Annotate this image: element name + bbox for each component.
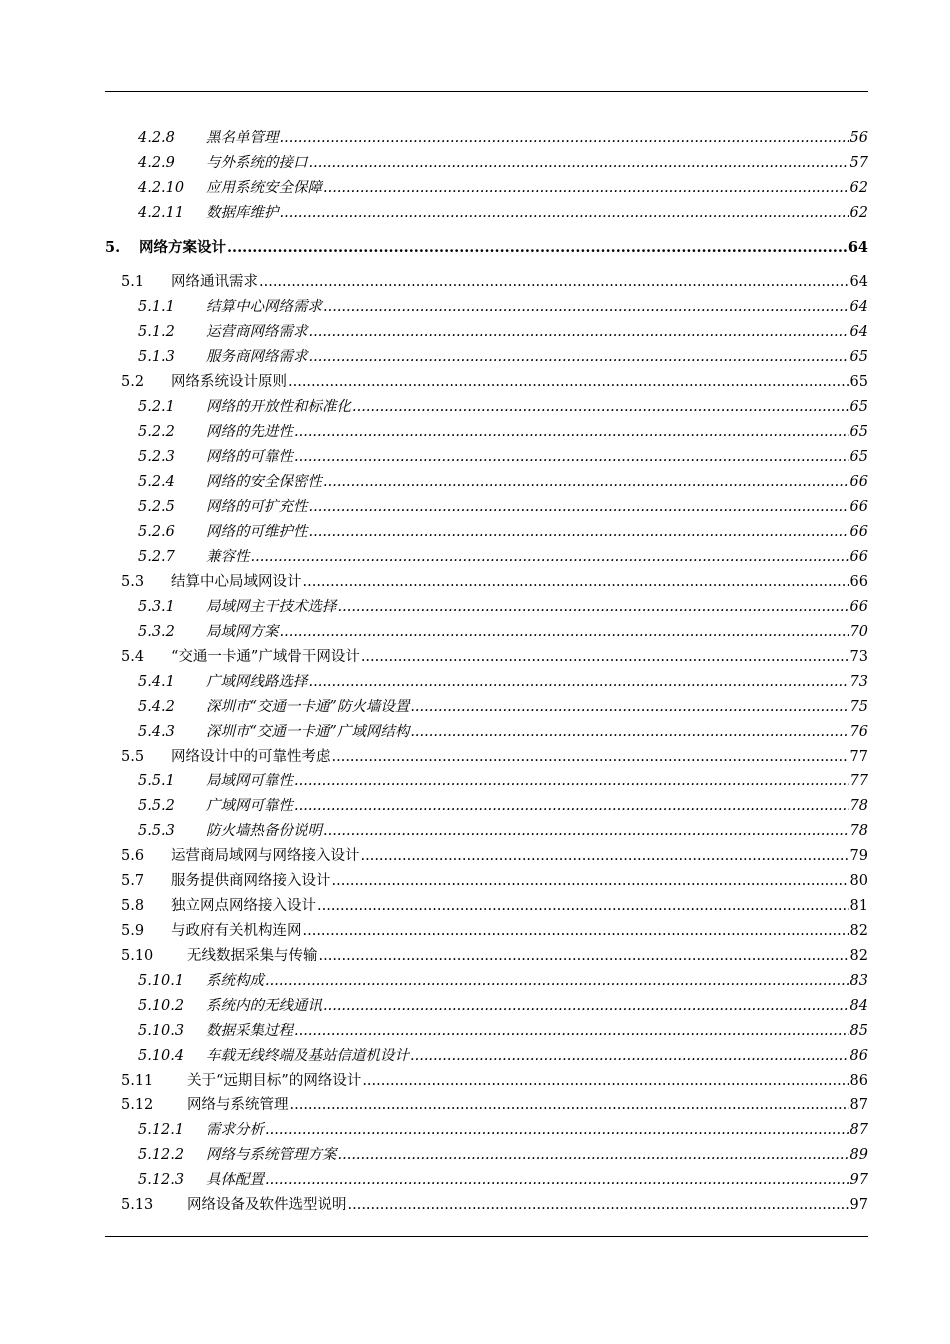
toc-entry-number: 5.10.1: [138, 973, 185, 989]
toc-entry-number: 5.5.3: [138, 823, 175, 839]
dot-leader: [294, 421, 849, 443]
toc-entry-title: 兼容性: [206, 549, 250, 565]
toc-entry-page-number: 66: [849, 549, 868, 565]
toc-entry[interactable]: [105, 471, 868, 493]
toc-entry-page-number: 76: [849, 724, 868, 740]
toc-entry-title: 数据库维护: [206, 205, 279, 221]
toc-entry-title: 深圳市“交通一卡通”广域网结构: [206, 724, 410, 740]
toc-entry-page-number: 81: [849, 898, 868, 914]
toc-entry-page-number: 65: [849, 424, 868, 440]
toc-entry[interactable]: [105, 945, 868, 967]
toc-entry[interactable]: [105, 820, 868, 842]
toc-entry-number: 4.2.8: [138, 130, 175, 146]
toc-entry-title: 关于“远期目标”的网络设计: [187, 1073, 362, 1089]
toc-entry-page-number: 97: [849, 1197, 868, 1213]
toc-entry-title: 广域网可靠性: [206, 798, 293, 814]
toc-entry-number: 5.1: [121, 274, 145, 290]
toc-entry-page-number: 64: [849, 274, 868, 290]
dot-leader: [294, 1020, 849, 1042]
dot-leader: [280, 621, 849, 643]
toc-entry-number: 5.3: [121, 574, 145, 590]
dot-leader: [303, 920, 849, 942]
toc-entry-page-number: 66: [849, 499, 868, 515]
toc-entry-title: 防火墙热备份说明: [206, 823, 322, 839]
toc-entry-number: 4.2.10: [138, 180, 185, 196]
toc-entry-page-number: 97: [849, 1172, 868, 1188]
toc-entry-title: 与外系统的接口: [206, 155, 308, 171]
toc-entry-page-number: 73: [849, 649, 868, 665]
toc-entry-page-number: 73: [849, 674, 868, 690]
toc-entry[interactable]: [105, 845, 868, 867]
toc-entry[interactable]: [105, 870, 868, 892]
toc-entry-title: 网络设备及软件选型说明: [187, 1197, 347, 1213]
toc-entry[interactable]: [105, 671, 868, 693]
toc-entry[interactable]: [105, 696, 868, 718]
toc-entry-number: 5.10.2: [138, 998, 185, 1014]
toc-entry-title: 局域网方案: [206, 624, 279, 640]
toc-entry-number: 4.2.9: [138, 155, 175, 171]
toc-entry-page-number: 62: [849, 180, 868, 196]
toc-entry-number: 5.5.1: [138, 773, 175, 789]
toc-entry[interactable]: [105, 546, 868, 568]
toc-entry-page-number: 66: [849, 574, 868, 590]
toc-entry-title: 网络的可靠性: [206, 449, 293, 465]
dot-leader: [323, 471, 849, 493]
toc-entry[interactable]: [105, 1169, 868, 1191]
toc-entry-number: 5.4: [121, 649, 145, 665]
toc-entry-number: 5.3.1: [138, 599, 175, 615]
toc-entry-title: 具体配置: [206, 1172, 264, 1188]
toc-entry-page-number: 86: [849, 1048, 868, 1064]
toc-entry[interactable]: [105, 202, 868, 224]
dot-leader: [265, 1119, 849, 1141]
dot-leader: [303, 571, 849, 593]
toc-entry-number: 5.4.1: [138, 674, 175, 690]
toc-entry-number: 5.2.6: [138, 524, 175, 540]
toc-entry-page-number: 86: [849, 1073, 868, 1089]
toc-entry-page-number: 87: [849, 1097, 868, 1113]
toc-entry-title: 网络通讯需求: [171, 274, 258, 290]
toc-entry-number: 5.2.1: [138, 399, 175, 415]
dot-leader: [294, 446, 849, 468]
toc-entry-page-number: 66: [849, 599, 868, 615]
toc-entry[interactable]: [105, 1119, 868, 1141]
dot-leader: [323, 995, 849, 1017]
toc-entry-number: 5.2.4: [138, 474, 175, 490]
toc-entry-page-number: 65: [849, 349, 868, 365]
toc-entry-title: 应用系统安全保障: [206, 180, 322, 196]
toc-entry[interactable]: [105, 521, 868, 543]
dot-leader: [352, 396, 849, 418]
toc-entry-page-number: 89: [849, 1147, 868, 1163]
dot-leader: [410, 721, 848, 743]
dot-leader: [309, 321, 849, 343]
dot-leader: [410, 1045, 849, 1067]
toc-entry[interactable]: [105, 1194, 868, 1216]
toc-entry[interactable]: [105, 746, 868, 768]
toc-entry-title: 网络与系统管理: [187, 1097, 289, 1113]
dot-leader: [348, 1194, 849, 1216]
toc-entry[interactable]: [105, 177, 868, 199]
toc-entry-title: 车载无线终端及基站信道机设计: [206, 1048, 409, 1064]
toc-entry-page-number: 65: [849, 449, 868, 465]
toc-entry-number: 5.1.2: [138, 324, 175, 340]
toc-entry-number: 5.2.5: [138, 499, 175, 515]
toc-entry-page-number: 87: [849, 1122, 868, 1138]
toc-entry-title: 结算中心局域网设计: [171, 574, 302, 590]
dot-leader: [309, 152, 849, 174]
toc-entry-page-number: 85: [849, 1023, 868, 1039]
toc-entry[interactable]: [105, 970, 868, 992]
toc-entry-page-number: 64: [849, 299, 868, 315]
toc-entry[interactable]: [105, 1020, 868, 1042]
toc-entry-title: 网络的先进性: [206, 424, 293, 440]
dot-leader: [280, 127, 849, 149]
toc-entry-page-number: 70: [849, 624, 868, 640]
dot-leader: [265, 970, 849, 992]
dot-leader: [362, 1070, 848, 1092]
toc-entry-title: 黑名单管理: [206, 130, 279, 146]
toc-entry-title: 服务提供商网络接入设计: [171, 873, 331, 889]
toc-entry-title: 系统构成: [206, 973, 264, 989]
toc-entry-title: 网络系统设计原则: [171, 374, 287, 390]
toc-entry-title: 网络的开放性和标准化: [206, 399, 351, 415]
toc-entry-number: 5.10.3: [138, 1023, 185, 1039]
dot-leader: [309, 521, 849, 543]
toc-entry[interactable]: [105, 152, 868, 174]
toc-entry-page-number: 66: [849, 474, 868, 490]
toc-entry-page-number: 62: [849, 205, 868, 221]
dot-leader: [317, 895, 849, 917]
toc-entry[interactable]: [105, 1070, 868, 1092]
dot-leader: [361, 646, 849, 668]
toc-entry-number: 5.9: [121, 923, 145, 939]
toc-entry-page-number: 83: [849, 973, 868, 989]
toc-entry-title: 网络方案设计: [139, 239, 226, 256]
dot-leader: [332, 746, 849, 768]
dot-leader: [361, 845, 849, 867]
toc-entry-number: 5.12: [121, 1097, 154, 1113]
toc-entry-number: 5.7: [121, 873, 145, 889]
toc-entry-title: 独立网点网络接入设计: [171, 898, 316, 914]
toc-entry-number: 5.1.3: [138, 349, 175, 365]
dot-leader: [265, 1169, 849, 1191]
toc-entry-page-number: 56: [849, 130, 868, 146]
toc-entry-number: 5.4.2: [138, 699, 175, 715]
toc-entry-page-number: 65: [849, 374, 868, 390]
toc-entry-title: “交通一卡通”广域骨干网设计: [171, 649, 360, 665]
toc-entry-number: 5.4.3: [138, 724, 175, 740]
toc-entry[interactable]: [105, 895, 868, 917]
dot-leader: [290, 1094, 849, 1116]
toc-entry[interactable]: [105, 721, 868, 743]
toc-entry[interactable]: [105, 237, 868, 259]
dot-leader: [309, 346, 849, 368]
header-rule: [105, 91, 868, 92]
toc-entry-title: 网络与系统管理方案: [206, 1147, 337, 1163]
dot-leader: [227, 237, 847, 259]
toc-entry-page-number: 84: [849, 998, 868, 1014]
footer-rule: [105, 1236, 868, 1237]
dot-leader: [294, 795, 849, 817]
toc-entry-number: 5.2.7: [138, 549, 175, 565]
toc-entry-page-number: 77: [849, 773, 868, 789]
toc-entry[interactable]: [105, 371, 868, 393]
toc-entry[interactable]: [105, 271, 868, 293]
toc-entry[interactable]: [105, 421, 868, 443]
toc-entry-title: 网络的安全保密性: [206, 474, 322, 490]
toc-entry[interactable]: [105, 596, 868, 618]
toc-entry-page-number: 57: [849, 155, 868, 171]
toc-entry[interactable]: [105, 396, 868, 418]
toc-entry-title: 运营商网络需求: [206, 324, 308, 340]
dot-leader: [259, 271, 849, 293]
toc-entry-title: 网络设计中的可靠性考虑: [171, 749, 331, 765]
toc-entry[interactable]: [105, 646, 868, 668]
toc-entry[interactable]: [105, 995, 868, 1017]
toc-entry-number: 5.12.2: [138, 1147, 185, 1163]
toc-entry-page-number: 64: [847, 239, 868, 256]
toc-entry-title: 局域网可靠性: [206, 773, 293, 789]
toc-entry-number: 5.12.1: [138, 1122, 185, 1138]
toc-entry-page-number: 66: [849, 524, 868, 540]
toc-entry-title: 系统内的无线通讯: [206, 998, 322, 1014]
toc-entry[interactable]: [105, 346, 868, 368]
toc-entry-number: 5.10: [121, 948, 154, 964]
toc-entry-page-number: 82: [849, 923, 868, 939]
dot-leader: [338, 1144, 849, 1166]
toc-entry-page-number: 77: [849, 749, 868, 765]
dot-leader: [319, 945, 849, 967]
toc-entry-page-number: 79: [849, 848, 868, 864]
dot-leader: [323, 296, 849, 318]
toc-entry-title: 需求分析: [206, 1122, 264, 1138]
dot-leader: [309, 671, 849, 693]
toc-entry-title: 深圳市“交通一卡通”防火墙设置: [206, 699, 410, 715]
dot-leader: [251, 546, 849, 568]
toc-entry[interactable]: [105, 1045, 868, 1067]
toc-entry[interactable]: [105, 296, 868, 318]
toc-entry-title: 无线数据采集与传输: [187, 948, 318, 964]
toc-entry-title: 网络的可扩充性: [206, 499, 308, 515]
toc-entry-number: 5.2.3: [138, 449, 175, 465]
toc-entry-title: 与政府有关机构连网: [171, 923, 302, 939]
toc-entry-title: 广域网线路选择: [206, 674, 308, 690]
dot-leader: [410, 696, 848, 718]
toc-entry-number: 5.: [105, 239, 121, 256]
toc-entry-page-number: 78: [849, 798, 868, 814]
toc-entry[interactable]: [105, 795, 868, 817]
toc-entry[interactable]: [105, 496, 868, 518]
toc-entry-page-number: 65: [849, 399, 868, 415]
toc-entry-number: 5.8: [121, 898, 145, 914]
toc-entry[interactable]: [105, 621, 868, 643]
dot-leader: [323, 177, 849, 199]
toc-entry-number: 5.2: [121, 374, 145, 390]
dot-leader: [280, 202, 849, 224]
toc-entry-title: 局域网主干技术选择: [206, 599, 337, 615]
toc-entry-number: 5.10.4: [138, 1048, 185, 1064]
toc-entry-number: 5.11: [121, 1073, 154, 1089]
toc-entry-number: 5.5.2: [138, 798, 175, 814]
toc-entry-number: 5.5: [121, 749, 145, 765]
toc-entry[interactable]: [105, 127, 868, 149]
toc-entry-title: 运营商局域网与网络接入设计: [171, 848, 360, 864]
toc-entry-number: 5.2.2: [138, 424, 175, 440]
toc-entry-number: 5.6: [121, 848, 145, 864]
toc-entry-number: 5.13: [121, 1197, 154, 1213]
toc-entry-title: 结算中心网络需求: [206, 299, 322, 315]
toc-entry[interactable]: [105, 321, 868, 343]
toc-entry[interactable]: [105, 571, 868, 593]
toc-entry-number: 4.2.11: [138, 205, 185, 221]
toc-entry-number: 5.12.3: [138, 1172, 185, 1188]
dot-leader: [332, 870, 849, 892]
toc-entry-number: 5.1.1: [138, 299, 175, 315]
dot-leader: [323, 820, 849, 842]
toc-entry-title: 数据采集过程: [206, 1023, 293, 1039]
toc-entry-page-number: 78: [849, 823, 868, 839]
toc-entry[interactable]: [105, 770, 868, 792]
toc-entry-title: 网络的可维护性: [206, 524, 308, 540]
toc-entry[interactable]: [105, 920, 868, 942]
toc-entry-title: 服务商网络需求: [206, 349, 308, 365]
dot-leader: [309, 496, 849, 518]
dot-leader: [294, 770, 849, 792]
toc-entry-page-number: 80: [849, 873, 868, 889]
toc-entry-number: 5.3.2: [138, 624, 175, 640]
toc-entry-page-number: 64: [849, 324, 868, 340]
toc-entry[interactable]: [105, 1094, 868, 1116]
toc-entry[interactable]: [105, 1144, 868, 1166]
dot-leader: [338, 596, 849, 618]
toc-entry-page-number: 75: [849, 699, 868, 715]
dot-leader: [288, 371, 849, 393]
toc-entry[interactable]: [105, 446, 868, 468]
toc-entry-page-number: 82: [849, 948, 868, 964]
